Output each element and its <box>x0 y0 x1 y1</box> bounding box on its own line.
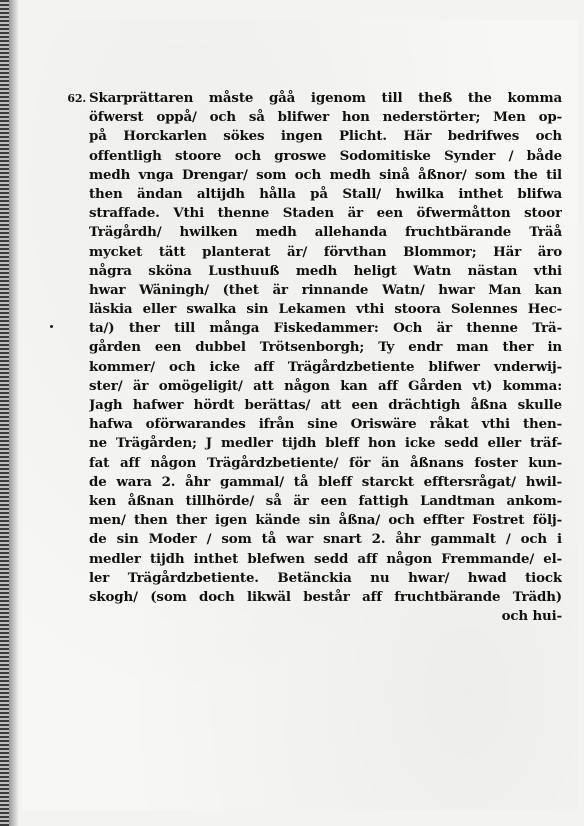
line-text: straffade. Vthi thenne Staden är een öfwermåtton stoor <box>89 205 562 222</box>
line-text: på Horckarlen sökes ingen Plicht. Här bedrifwes och <box>89 128 562 145</box>
line-text: fat aff någon Trägårdzbetiente/ för än åßnans foster kun- <box>89 454 562 471</box>
line-text: de wara 2. åhr gammal/ tå bleff starckt efftersrågat/ hwil- <box>89 473 562 490</box>
text-line <box>62 416 562 435</box>
line-text: men/ then ther igen kände sin åßna/ och effter Fostret följ- <box>89 512 562 529</box>
text-line <box>62 320 562 339</box>
line-text: kommer/ och icke aff Trägårdzbetiente blifwer vnderwij- <box>89 358 562 375</box>
line-text: medler tijdh inthet blefwen sedd aff någon Fremmande/ el- <box>89 550 562 567</box>
paper-sheet <box>22 20 578 810</box>
text-line <box>62 339 562 358</box>
line-text: hwar Wäningh/ (thet är rinnande Watn/ hwar Man kan <box>89 281 562 298</box>
text-line <box>62 186 562 205</box>
line-text: Skarprättaren måste gåå igenom till theß the komma <box>89 90 562 106</box>
text-line <box>62 148 562 167</box>
line-text: then ändan altijdh hålla på Stall/ hwilka inthet blifwa <box>89 185 562 202</box>
text-line <box>62 359 562 378</box>
text-line <box>62 397 562 416</box>
text-line <box>62 244 562 263</box>
text-line <box>62 493 562 512</box>
text-line <box>62 128 562 147</box>
line-text: Trägårdh/ hwilken medh allehanda fruchtbärande Träå <box>89 224 562 241</box>
text-line <box>62 512 562 531</box>
text-line <box>62 301 562 320</box>
line-text: mycket tätt planterat är/ förvthan Blommor; Här äro <box>89 243 562 260</box>
text-line <box>62 435 562 454</box>
line-text: läskia eller swalka sin Lekamen vthi stoora Solennes Hec- <box>89 301 562 318</box>
text-line <box>62 263 562 282</box>
scan-binding-edge <box>0 0 9 826</box>
line-text: ken åßnan tillhörde/ så är een fattigh Landtman ankom- <box>89 492 562 509</box>
page-number: 62. <box>67 92 86 105</box>
text-line <box>62 455 562 474</box>
line-text: öfwerst oppå/ och så blifwer hon nederstörter; Men op- <box>89 109 562 126</box>
line-text: skogh/ (som doch likwäl består aff fruchtbärande Trädh) <box>89 588 562 605</box>
ink-speck <box>50 325 53 328</box>
line-text: ne Trägården; J medler tijdh bleff hon icke sedd eller träf- <box>89 435 562 452</box>
binding-shadow <box>9 0 19 826</box>
text-line <box>62 282 562 301</box>
line-text: ler Trägårdzbetiente. Betänckia nu hwar/ hwad tiock <box>89 569 562 586</box>
text-line <box>62 474 562 493</box>
text-line <box>62 90 562 109</box>
text-line <box>62 109 562 128</box>
body-text <box>62 90 562 627</box>
catchword-line <box>62 608 562 627</box>
line-text: gården een dubbel Trötsenborgh; Ty endr man ther in <box>89 339 562 356</box>
line-text: ster/ är omögeligit/ att någon kan aff Gården vt) komma: <box>89 377 562 394</box>
text-line <box>62 589 562 608</box>
text-line <box>62 570 562 589</box>
text-line <box>62 167 562 186</box>
line-text: några sköna Lusthuuß medh heligt Watn nästan vthi <box>89 262 562 279</box>
catchword: och hui- <box>501 608 562 625</box>
text-line <box>62 551 562 570</box>
text-line <box>62 378 562 397</box>
text-line <box>62 531 562 550</box>
line-text: medh vnga Drengar/ som och medh sinå åßnor/ som the til <box>89 166 562 183</box>
text-line <box>62 224 562 243</box>
line-text: ta/) ther till många Fiskedammer: Och är thenne Trä- <box>89 320 562 337</box>
line-text: Jagh hafwer hördt berättas/ att een drächtigh åßna skulle <box>89 397 562 413</box>
line-text: hafwa oförwarandes ifrån sine Oriswäre råkat vthi then- <box>89 416 562 433</box>
line-text: offentligh stoore och groswe Sodomitiske Synder / både <box>89 147 562 164</box>
line-text: de sin Moder / som tå war snart 2. åhr gammalt / och i <box>89 531 562 548</box>
text-line <box>62 205 562 224</box>
